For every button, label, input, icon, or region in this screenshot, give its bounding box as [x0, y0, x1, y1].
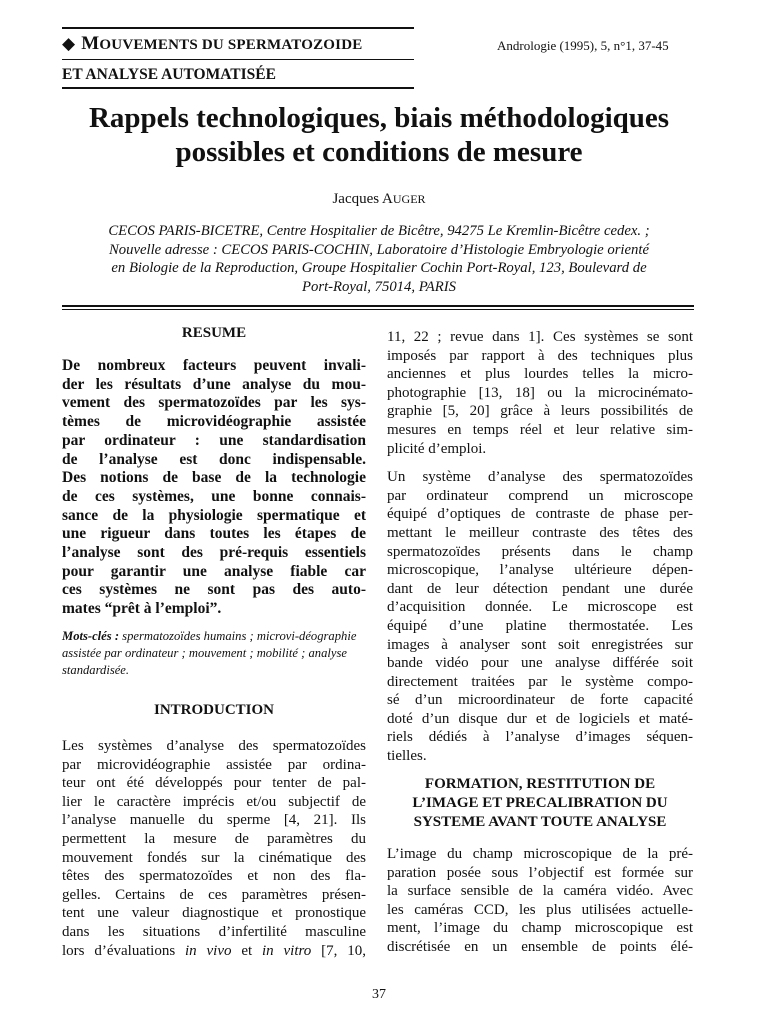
- title-line: possibles et conditions de mesure: [175, 136, 583, 168]
- keywords-text: spermatozoïdes humains ; microvi-déographie assistée par ordinateur ; mouvement ; mobilité ; analyse standardisée.: [62, 629, 357, 677]
- intro-line: têtes des spermatozoïdes et non des fla-: [62, 868, 366, 885]
- keywords: [62, 628, 366, 679]
- abstract-line: sance de la physiologie spermatique et: [62, 506, 366, 524]
- journal-reference: Andrologie (1995), 5, n°1, 37-45: [497, 38, 669, 53]
- header-bottom-rule: [62, 87, 414, 89]
- body-line: anciennes et plus lourdes telles la micro-: [387, 366, 693, 383]
- body-line: directement traitées par le système compo-: [387, 673, 693, 690]
- abstract-line: der les résultats d’une analyse du mou-: [62, 375, 366, 393]
- affiliation-line: Nouvelle adresse : CECOS PARIS-COCHIN, Laboratoire d’Histologie Embryologie orienté: [109, 241, 649, 258]
- intro-text: et: [231, 942, 263, 959]
- body-line: sé d’un microordinateur de forte capacité: [387, 692, 693, 709]
- author-first-name: Jacques: [332, 191, 383, 207]
- abstract-line: mates “prêt à l’emploi”.: [62, 600, 222, 618]
- body-line: microscopique, l’analyse ultérieure dépen-: [387, 562, 693, 579]
- page-number: 37: [372, 987, 386, 1002]
- body-line: équipé d’une platine thermostatée. Les: [387, 617, 693, 634]
- body-line: équipé d’optiques de contraste de phase per-: [387, 506, 693, 523]
- body-line: ment, l’image du champ microscopique est: [387, 920, 693, 937]
- paragraph: [387, 468, 693, 766]
- affiliation-line: Port-Royal, 75014, PARIS: [302, 278, 456, 295]
- body-line: bande vidéo pour une analyse différée soit: [387, 655, 693, 672]
- body-line: riels dédiés à l’analyse d’images séquen-: [387, 729, 693, 746]
- abstract-line: tèmes de microvidéographie assistée: [62, 413, 366, 431]
- intro-line: Les systèmes d’analyse des spermatozoïdes: [62, 738, 366, 754]
- body-line: tielles.: [387, 748, 427, 765]
- body-line: discrétisée en un ensemble de points élé-: [387, 938, 693, 955]
- abstract-line: une rigueur dans toutes les étapes de: [62, 525, 366, 543]
- intro-line-last: [62, 942, 366, 961]
- body-line: la surface sensible de la caméra vidéo. Avec: [387, 883, 693, 900]
- section-heading: [62, 33, 362, 55]
- abstract-line: De nombreux facteurs peuvent invali-: [62, 357, 366, 374]
- abstract-line: vement des spermatozoïdes par les sys-: [62, 394, 366, 412]
- intro-line: par microvidéographie assistée par ordina-: [62, 756, 366, 773]
- formation-heading: [387, 775, 693, 832]
- body-line: les caméras CCD, les plus utilisées actuelle-: [387, 901, 693, 918]
- abstract-line: l’analyse sont des pré-requis essentiels: [62, 544, 366, 562]
- abstract-line: de l’analyse est donc indispensable.: [62, 450, 366, 468]
- abstract-line: de ces systèmes, une bonne connais-: [62, 487, 366, 505]
- body-line: par ordinateur comprend un microscope: [387, 487, 693, 504]
- body-line: dant de leur détection pendant une durée: [387, 580, 693, 597]
- intro-italic-text: in vitro: [262, 942, 312, 959]
- intro-text: [7, 10,: [311, 942, 366, 959]
- abstract-line: par ordinateur : une standardisation: [62, 431, 366, 449]
- article-title: [20, 101, 738, 169]
- abstract-line: ces systèmes ne sont pas des auto-: [62, 581, 366, 599]
- author-last-initial: A: [382, 191, 393, 207]
- body-line: photographie [13, 18] ou la microcinémato-: [387, 384, 693, 401]
- section-heading-rest: OUVEMENTS DU SPERMATOZOIDE: [99, 37, 363, 53]
- header-top-rule: [62, 27, 414, 29]
- abstract-line: Des notions de base de la technologie: [62, 469, 366, 487]
- abstract-line: pour garantir une analyse fiable car: [62, 562, 366, 580]
- body-line: mesures en temps réel et leur relative sim-: [387, 421, 693, 438]
- heading-line: L’IMAGE ET PRECALIBRATION DU: [412, 795, 668, 811]
- introduction-heading: INTRODUCTION: [153, 702, 274, 718]
- formation-body: [387, 845, 693, 957]
- intro-line: permettent la mesure de paramètres du: [62, 830, 366, 847]
- title-block-rule-thin: [62, 309, 694, 310]
- keywords-label: Mots-clés :: [62, 629, 120, 643]
- section-heading-initial: M: [81, 33, 100, 54]
- intro-line: mouvement fondés sur la cinématique des: [62, 849, 366, 866]
- body-line: imposés par rapport à des techniques plus: [387, 347, 693, 364]
- affiliation-line: CECOS PARIS-BICETRE, Centre Hospitalier de Bicêtre, 94275 Le Kremlin-Bicêtre cedex. ;: [108, 223, 650, 239]
- intro-line: dans les situations d’infertilité masculine: [62, 923, 366, 940]
- body-line: L’image du champ microscopique de la pré-: [387, 846, 693, 862]
- body-line: graphie [5, 20] grâce à leurs possibilités de: [387, 403, 693, 420]
- body-line: mettant le meilleur contraste des têtes des: [387, 524, 693, 541]
- affiliation: [66, 222, 692, 296]
- intro-line: lier le caractère imprécis et/ou subjectif de: [62, 793, 366, 810]
- heading-line: FORMATION, RESTITUTION DE: [424, 776, 656, 792]
- heading-line: SYSTEME AVANT TOUTE ANALYSE: [413, 814, 667, 830]
- resume-abstract: [62, 357, 366, 619]
- body-line: plicité d’emploi.: [387, 440, 487, 457]
- header-middle-rule: [62, 59, 414, 60]
- intro-line: gelles. Certains de ces paramètres présen-: [62, 886, 366, 903]
- author-last-rest: UGER: [392, 192, 426, 206]
- intro-line: tent une valeur diagnostique et pronostique: [62, 905, 366, 922]
- title-block-rule-thick: [62, 305, 694, 307]
- intro-line: l’analyse manuelle du sperme [4, 21]. Ils: [62, 812, 366, 829]
- diamond-icon: ◆: [62, 34, 76, 53]
- body-line: doté d’un disque dur et de logiciels et maté-: [387, 710, 693, 727]
- intro-line: teur ont été développés pour tenter de pal-: [62, 775, 366, 792]
- resume-heading: RESUME: [181, 325, 247, 341]
- body-line: d’acquisition donnée. Le microscope est: [387, 599, 693, 616]
- body-line: 11, 22 ; revue dans 1]. Ces systèmes se sont: [387, 329, 693, 345]
- body-line: paration posée sous l’objectif est formée sur: [387, 864, 693, 881]
- body-line: spermatozoïdes présents dans le champ: [387, 543, 693, 560]
- intro-text: lors d’évaluations: [62, 942, 185, 959]
- affiliation-line: en Biologie de la Reproduction, Groupe Hospitalier Cochin Port-Royal, 123, Boulevard de: [111, 260, 647, 277]
- intro-italic-text: in vivo: [185, 942, 232, 959]
- title-line: Rappels technologiques, biais méthodologiques: [88, 102, 670, 134]
- body-line: images à analyser sont soit enregistrées sur: [387, 636, 693, 653]
- right-column-body: [387, 328, 693, 776]
- paragraph: [387, 328, 693, 458]
- body-line: Un système d’analyse des spermatozoïdes: [387, 469, 693, 486]
- section-heading-line2: ET ANALYSE AUTOMATISÉE: [62, 66, 276, 83]
- author: [20, 191, 738, 208]
- introduction-body: [62, 737, 366, 960]
